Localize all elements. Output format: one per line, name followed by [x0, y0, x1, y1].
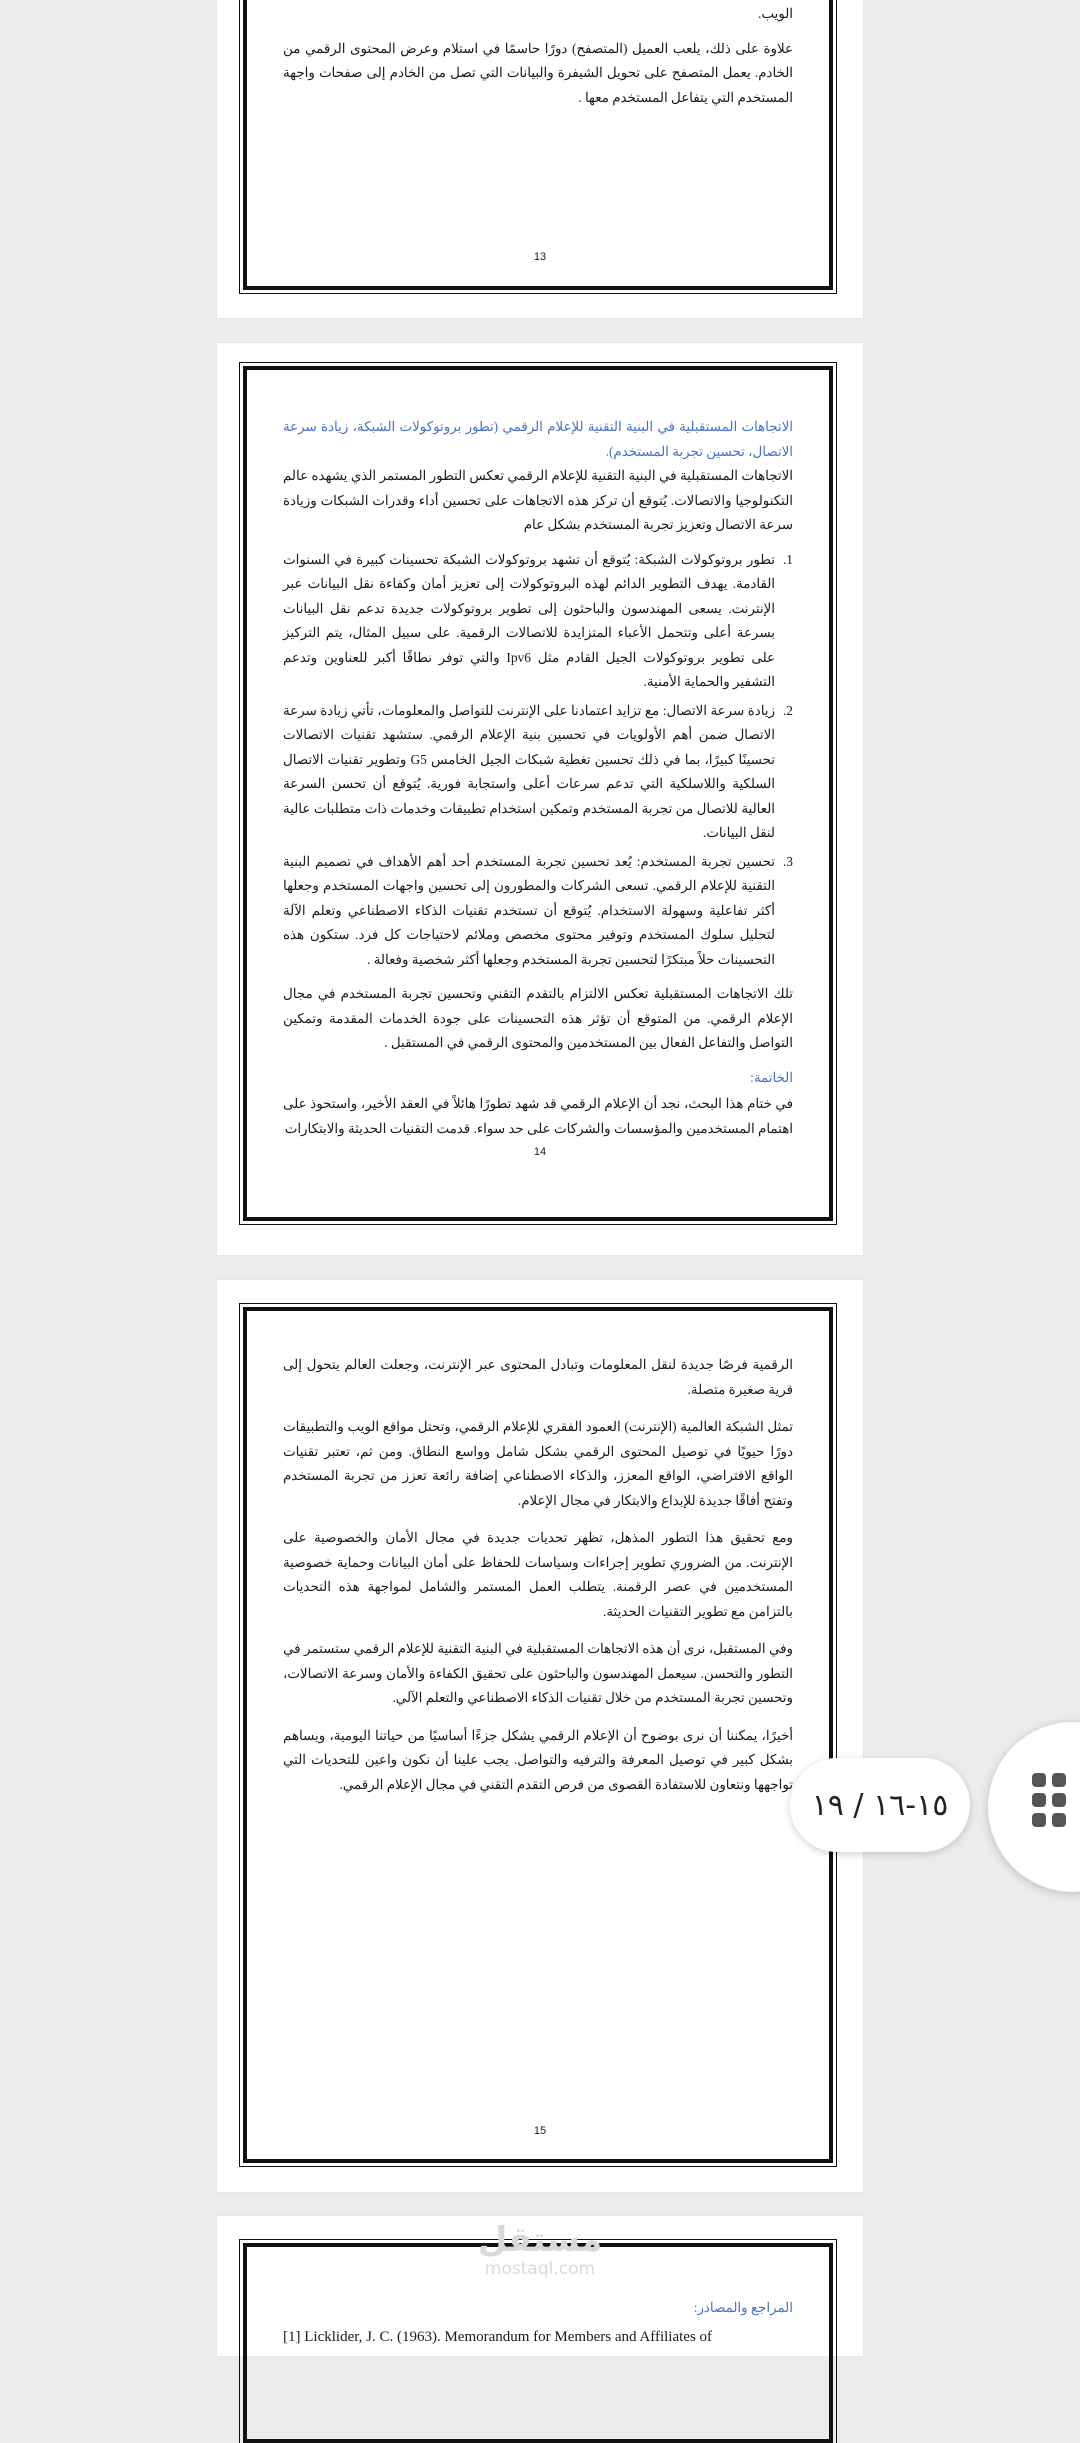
numbered-list [283, 548, 793, 973]
menu-button[interactable] [988, 1722, 1080, 1892]
paragraph: تلك الاتجاهات المستقبلية تعكس الالتزام بالتقدم التقني وتحسين تجربة المستخدم في مجال الإعلام الرقمي. من المتوقع أن تؤثر هذه التحسينات على جودة الخدمات المقدمة وتمكين التواصل والتفاعل الفعال بين المستخدمين والمحتوى الرقمي في المستقبل . [283, 986, 793, 1050]
page-number: 14 [533, 1146, 547, 1158]
page-indicator[interactable]: ١٥-١٦ / ١٩ [790, 1758, 970, 1852]
list-item-text: تحسين تجربة المستخدم: يُعد تحسين تجربة المستخدم أحد أهم الأهداف في تصميم البنية التقنية للإعلام الرقمي. تسعى الشركات والمطورون إلى تحسين واجهات المستخدم وجعلها أكثر تفاعلية وسهولة الاستخدام. يُتوقع أن تستخدم تقنيات الذكاء الاصطناعي وتعلم الآلة لتحليل سلوك المستخدم وتوفير محتوى مخصص وملائم لاحتياجات كل فرد. ستكون هذه التحسينات حلاً مبتكرًا لتحسين تجربة المستخدم وجعلها أكثر شخصية وفعالة . [283, 853, 775, 967]
paragraph: الرقمية فرصًا جديدة لنقل المعلومات وتبادل المحتوى عبر الإنترنت، وجعلت العالم يتحول إلى قرية صغيرة متصلة. [283, 1357, 793, 1397]
list-item-text: تطور بروتوكولات الشبكة: يُتوقع أن تشهد بروتوكولات الشبكة تحسينات كبيرة في السنوات القادمة. يهدف التطوير الدائم لهذه البروتوكولات إلى تعزيز أمان وكفاءة نقل البيانات عبر الإنترنت. يسعى المهندسون والباحثون إلى تطوير بروتوكولات جديدة تدعم نقل البيانات بسرعة أعلى وتتحمل الأعباء المتزايدة للاتصالات الرقمية. على سبيل المثال، يتم التركيز على تطوير بروتوكولات الجيل القادم مثل Ipv6 والتي توفر نطاقًا أكبر للعناوين وتدعم التشفير والحماية الأمنية. [283, 551, 775, 689]
page-15-content [283, 1353, 793, 1807]
paragraph: الاتجاهات المستقبلية في البنية التقنية للإعلام الرقمي تعكس التطور المستمر الذي يشهده عالم التكنولوجيا والاتصالات. يُتوقع أن تركز هذه الاتجاهات على تحسين أداء وقدرات الشبكات وزيادة سرعة الاتصال وتعزيز تجربة المستخدم بشكل عام [283, 468, 793, 532]
list-item [283, 850, 793, 973]
list-item-text: زيادة سرعة الاتصال: مع تزايد اعتمادنا على الإنترنت للتواصل والمعلومات، تأتي زيادة سرعة الاتصال ضمن أهم الأولويات في تحسين بنية الإعلام الرقمي. ستشهد تقنيات الاتصالات تحسينًا كبيرًا، بما في ذلك تحسين تغطية شبكات الجيل الخامس G5 وتطوير تقنيات الاتصال السلكية واللاسلكية التي تدعم سرعات أعلى واستجابة فورية. يُتوقع أن تحسن السرعة العالية للاتصال من تجربة المستخدم وتمكين استخدام تطبيقات وخدمات ذات متطلبات عالية لنقل البيانات. [283, 702, 775, 840]
references-heading: المراجع والمصادر: [693, 2300, 793, 2315]
list-item [283, 548, 793, 695]
watermark-arabic: مستقل [477, 2220, 603, 2260]
conclusion-heading: الخاتمة: [750, 1069, 793, 1085]
list-number: 1. [782, 551, 793, 567]
page-13-content [283, 2, 793, 120]
page-14-content [283, 415, 793, 1151]
reference-item: [1] Licklider, J. C. (1963). Memorandum for Members and Affiliates of [283, 2328, 713, 2345]
page-number: 15 [533, 2125, 547, 2137]
page-16-content [283, 2296, 793, 2359]
paragraph: وفي المستقبل، نرى أن هذه الاتجاهات المستقبلية في البنية التقنية للإعلام الرقمي ستستمر في التطور والتحسن. سيعمل المهندسون والباحثون على تحقيق الكفاءة والأمان وسرعة الاتصالات، وتحسين تجربة المستخدم من خلال تقنيات الذكاء الاصطناعي والتعلم الآلي. [283, 1641, 793, 1705]
list-number: 3. [782, 853, 793, 869]
watermark [470, 2220, 610, 2278]
text-fragment: الويب. [758, 6, 793, 21]
page-15 [217, 1280, 863, 2192]
paragraph: في ختام هذا البحث، نجد أن الإعلام الرقمي قد شهد تطورًا هائلاً في العقد الأخير، واستحوذ على اهتمام المستخدمين والمؤسسات والشركات على حد سواء. قدمت التقنيات الحديثة والابتكارات [283, 1096, 793, 1136]
page-number: 13 [533, 251, 547, 263]
paragraph: علاوة على ذلك، يلعب العميل (المتصفح) دورًا حاسمًا في استلام وعرض المحتوى الرقمي من الخادم. يعمل المتصفح على تحويل الشيفرة والبيانات التي تصل من الخادم إلى صفحات واجهة المستخدم التي يتفاعل المستخدم معها . [283, 40, 793, 105]
paragraph: أخيرًا، يمكننا أن نرى بوضوح أن الإعلام الرقمي يشكل جزءًا أساسيًا من حياتنا اليومية، ويساهم بشكل كبير في توصيل المعرفة والترفيه والتواصل. يجب علينا أن نكون واعين للتحديات التي تواجهها ونتعاون للاستفادة القصوى من فرص التقدم التقني في مجال الإعلام الرقمي. [283, 1727, 793, 1792]
section-heading: الاتجاهات المستقبلية في البنية التقنية للإعلام الرقمي (تطور بروتوكولات الشبكة، زيادة سرعة الاتصال، تحسين تجربة المستخدم). [283, 419, 793, 459]
paragraph: ومع تحقيق هذا التطور المذهل، تظهر تحديات جديدة في مجال الأمان والخصوصية على الإنترنت. من الضروري تطوير إجراءات وسياسات للحفاظ على أمان البيانات وحماية خصوصية المستخدمين في عصر الرقمنة. يتطلب العمل المستمر والشامل لمواجهة هذه التحديات بالتزامن مع تطوير التقنيات الحديثة. [283, 1530, 793, 1619]
page-14 [217, 343, 863, 1255]
list-number: 2. [782, 702, 793, 718]
grid-dots-icon [1032, 1773, 1070, 1829]
paragraph: تمثل الشبكة العالمية (الإنترنت) العمود الفقري للإعلام الرقمي، وتحتل مواقع الويب والتطبيقات دورًا حيويًا في توصيل المحتوى الرقمي بشكل شامل وواسع النطاق. ومن ثم، تعتبر تقنيات الواقع الافتراضي، الواقع المعزز، والذكاء الاصطناعي إضافة رائعة تعزز من تجربة المستخدم وتفتح أفاقًا جديدة للإبداع والابتكار في مجال الإعلام. [283, 1419, 793, 1508]
watermark-latin: mostaql.com [484, 2259, 596, 2279]
page-13 [217, 0, 863, 318]
list-item [283, 699, 793, 846]
